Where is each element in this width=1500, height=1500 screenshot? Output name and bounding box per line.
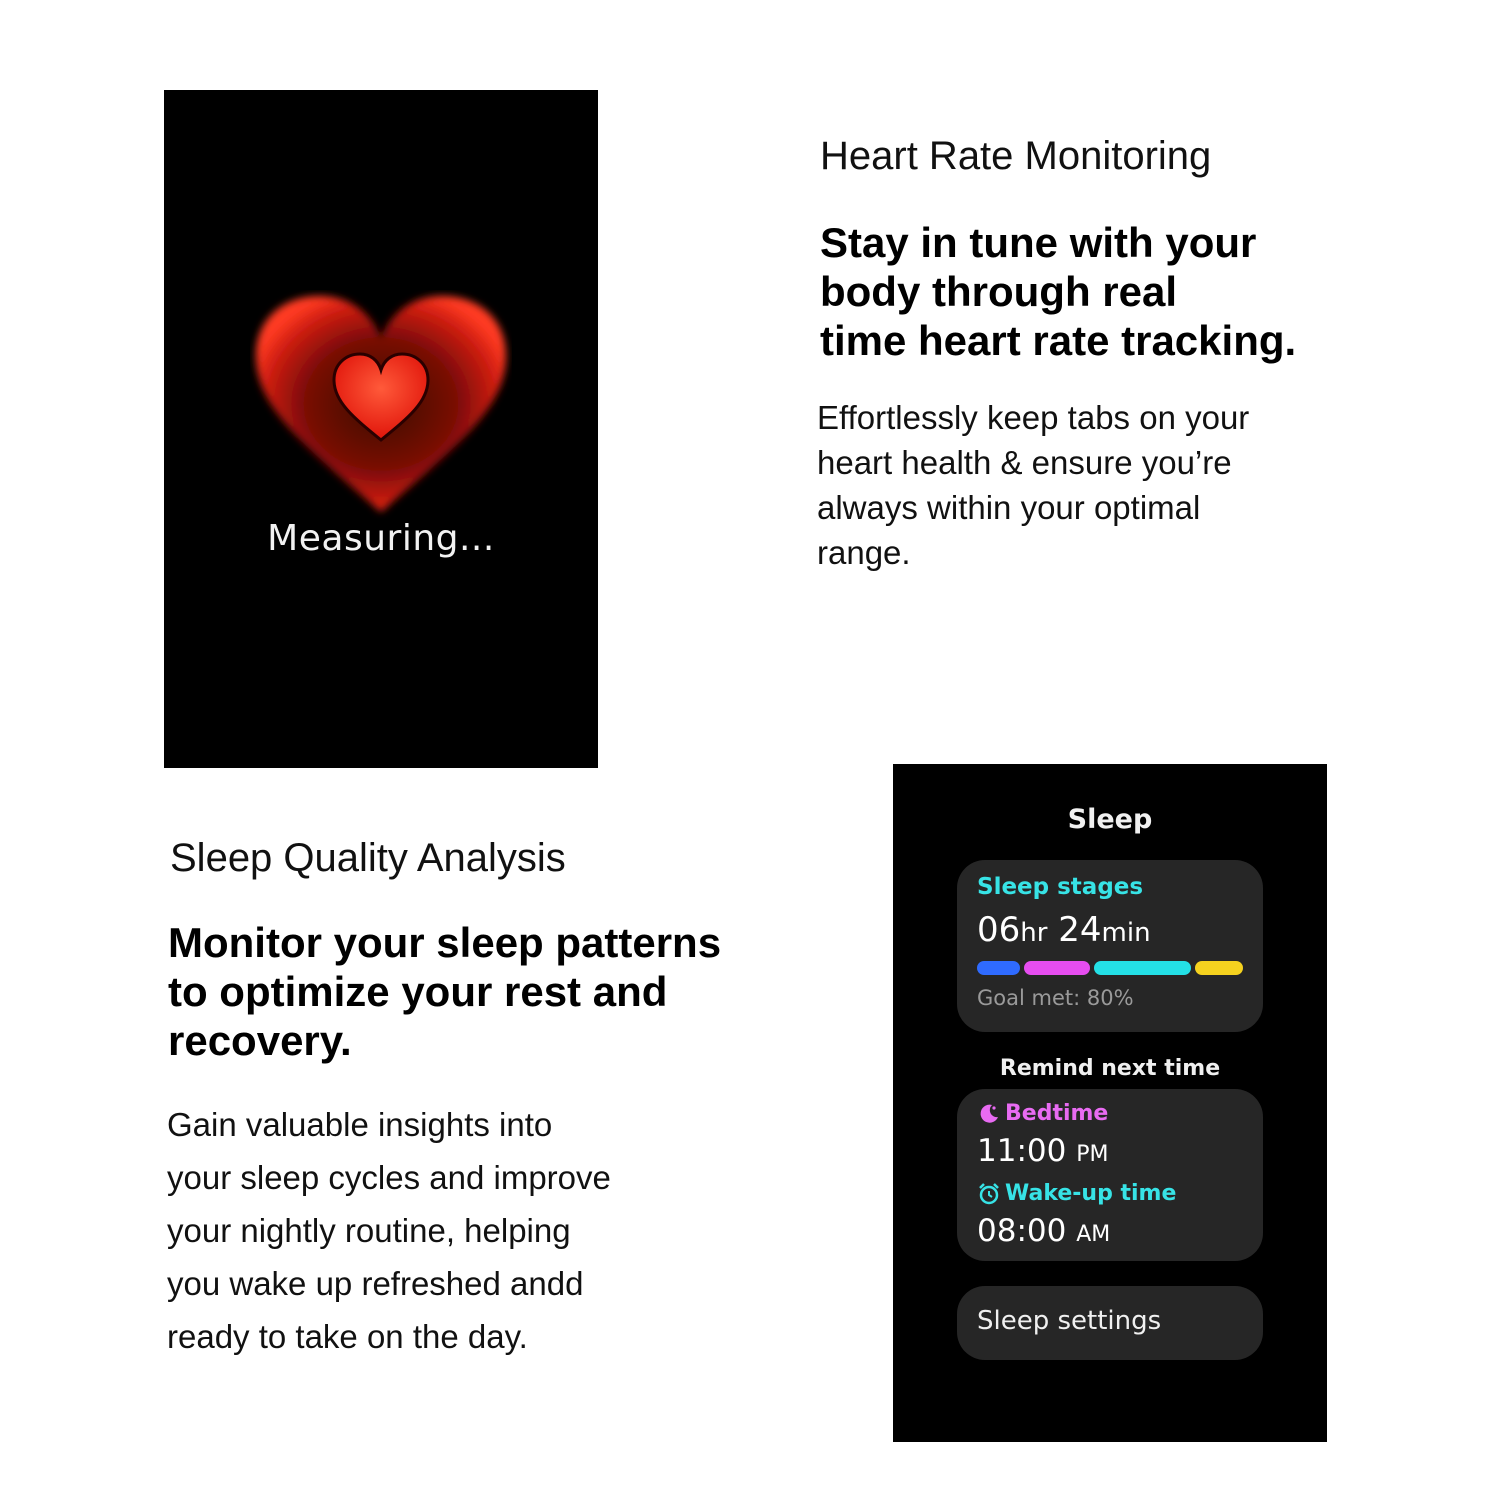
wakeup-value: [977, 1213, 1110, 1249]
sleep-section-title: Sleep Quality Analysis: [170, 836, 566, 880]
description-line: Gain valuable insights into: [167, 1106, 553, 1143]
duration-hours: 06: [977, 910, 1021, 950]
headline-line: Monitor your sleep patterns: [168, 919, 722, 966]
sleep-stages-bar: [977, 961, 1243, 975]
screen-title: Sleep: [1067, 804, 1153, 835]
wakeup-period: AM: [1076, 1222, 1111, 1247]
heart-rate-description: [817, 395, 1377, 575]
sleep-settings-button[interactable]: [957, 1286, 1263, 1360]
sleep-stage-segment: [1195, 961, 1243, 975]
sleep-settings-label: Sleep settings: [977, 1306, 1162, 1336]
bedtime-time: 11:00: [977, 1133, 1067, 1169]
remind-title: Remind next time: [999, 1056, 1221, 1081]
description-line: your sleep cycles and improve: [167, 1159, 611, 1196]
bedtime-label: Bedtime: [1005, 1101, 1109, 1126]
heart-icon: [250, 290, 512, 520]
bedtime-period: PM: [1076, 1142, 1109, 1167]
sleep-stages-label: Sleep stages: [977, 874, 1144, 900]
duration-minutes: 24: [1058, 910, 1102, 950]
sleep-screen: [893, 764, 1327, 1442]
wakeup-time: 08:00: [977, 1213, 1067, 1249]
wakeup-label: Wake-up time: [1005, 1181, 1177, 1206]
description-line: you wake up refreshed andd: [167, 1265, 584, 1302]
headline-line: body through real: [820, 268, 1177, 315]
wakeup-label-row: [977, 1181, 1176, 1206]
sleep-duration: [977, 910, 1151, 950]
description-line: range.: [817, 534, 911, 571]
heart-rate-section-title: Heart Rate Monitoring: [820, 134, 1212, 178]
headline-line: recovery.: [168, 1017, 352, 1064]
description-line: always within your optimal: [817, 489, 1201, 526]
moon-icon: [977, 1102, 1001, 1126]
sleep-headline: [168, 918, 808, 1065]
alarm-clock-icon: [977, 1182, 1001, 1206]
description-line: ready to take on the day.: [167, 1318, 528, 1355]
bedtime-value: [977, 1133, 1108, 1169]
reminder-card[interactable]: [957, 1089, 1263, 1261]
description-line: heart health & ensure you’re: [817, 444, 1232, 481]
sleep-stage-segment: [1094, 961, 1191, 975]
heart-rate-screen: [164, 90, 598, 768]
hours-unit: hr: [1020, 918, 1048, 948]
headline-line: Stay in tune with your: [820, 219, 1257, 266]
heart-rate-headline: [820, 218, 1380, 365]
minutes-unit: min: [1101, 918, 1151, 948]
headline-line: to optimize your rest and: [168, 968, 668, 1015]
sleep-stages-card[interactable]: [957, 860, 1263, 1032]
description-line: Effortlessly keep tabs on your: [817, 399, 1250, 436]
sleep-description: [167, 1102, 727, 1367]
description-line: your nightly routine, helping: [167, 1212, 571, 1249]
sleep-stage-segment: [977, 961, 1020, 975]
goal-status: Goal met: 80%: [977, 986, 1134, 1010]
bedtime-label-row: [977, 1101, 1108, 1126]
headline-line: time heart rate tracking.: [820, 317, 1297, 364]
measuring-status: Measuring...: [267, 518, 495, 559]
sleep-stage-segment: [1024, 961, 1090, 975]
